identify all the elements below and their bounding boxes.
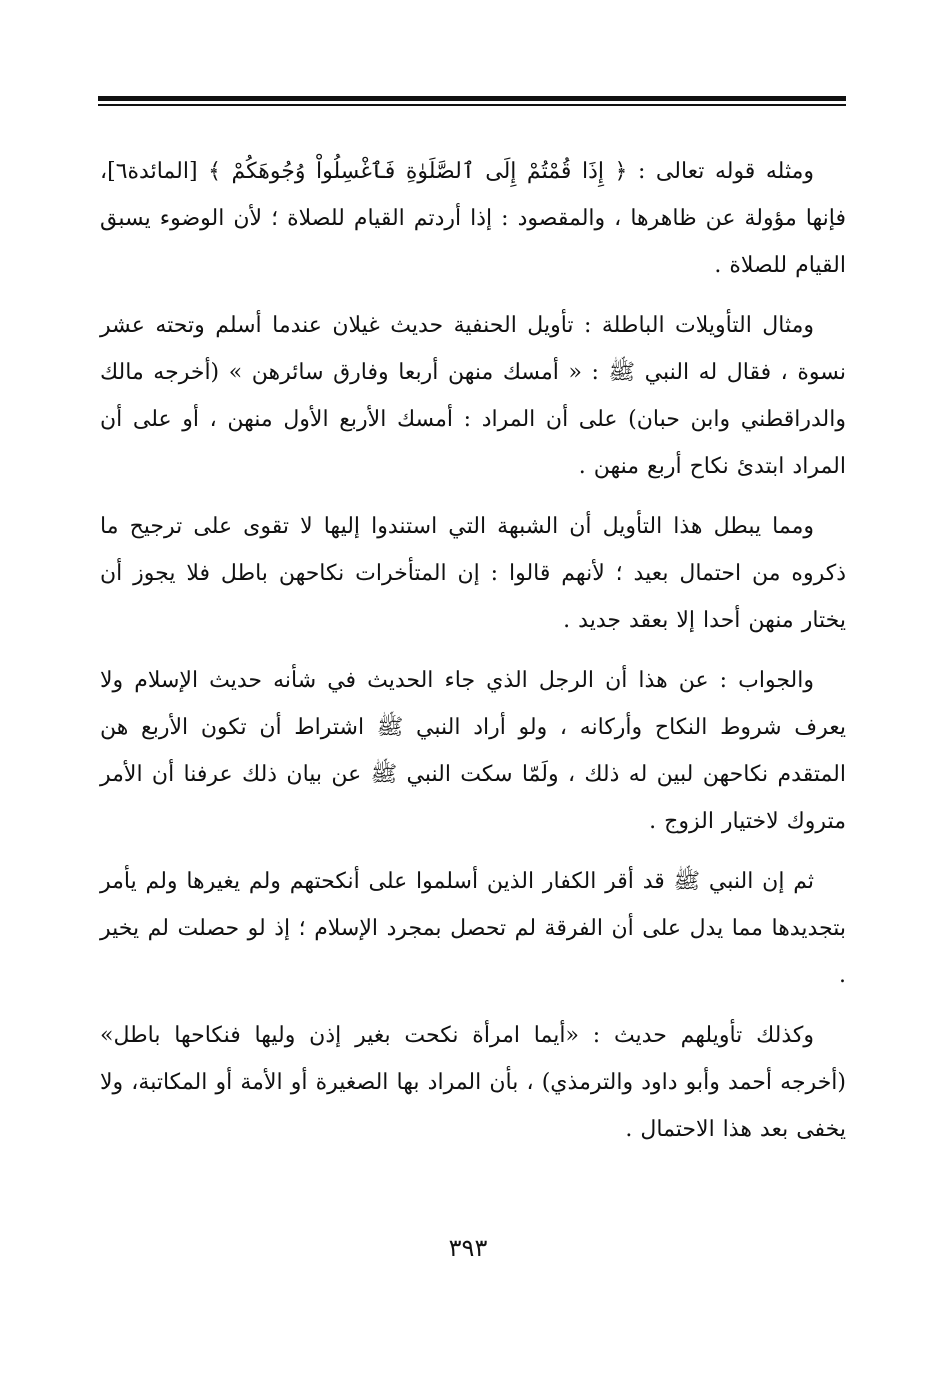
paragraph-quran-example: ومثله قوله تعالى : ﴿ إِذَا قُمْتُمْ إِلَى ٱلصَّلَوٰةِ فَٱغْسِلُواْ وُجُوهَكُمْ ﴾ [المائدة٦]، فإنها مؤولة عن ظاهرها ، والمقصود : إذا أردتم القيام للصلاة ؛ لأن الوضوء يسبق القيام للصلاة . xyxy=(100,159,846,278)
paragraph-answer: والجواب : عن هذا أن الرجل الذي جاء الحديث في شأنه حديث الإسلام ولا يعرف شروط النكاح وأركانه ، ولو أراد النبي ﷺ اشتراط أن تكون الأربع هن المتقدم نكاحهن لبين له ذلك ، ولَمّا سكت النبي ﷺ عن بيان ذلك عرفنا أن الأمر متروك لاختيار الزوج . xyxy=(100,668,846,834)
paragraph-invalid-interpretations: ومثال التأويلات الباطلة : تأويل الحنفية حديث غيلان عندما أسلم وتحته عشر نسوة ، فقال له النبي ﷺ : « أمسك منهن أربعا وفارق سائرهن » (أخرجه مالك والدراقطني وابن حبان) على أن المراد : أمسك الأربع الأول منهن ، أو على أن المراد ابتدئ نكاح أربع منهن . xyxy=(100,313,846,479)
page-body xyxy=(100,148,846,1166)
header-rule-thick xyxy=(98,96,846,101)
paragraph-refutation: ومما يبطل هذا التأويل أن الشبهة التي استندوا إليها لا تقوى على ترجيح ما ذكروه من احتمال بعيد ؛ لأنهم قالوا : إن المتأخرات نكاحهن باطل فلا يجوز أن يختار منهن أحدا إلا بعقد جديد . xyxy=(100,514,846,633)
header-rule-thin xyxy=(98,104,846,106)
paragraph-marriage-hadith: وكذلك تأويلهم حديث : «أيما امرأة نكحت بغير إذن وليها فنكاحها باطل» (أخرجه أحمد وأبو داود والترمذي) ، بأن المراد بها الصغيرة أو الأمة أو المكاتبة، ولا يخفى بعد هذا الاحتمال . xyxy=(100,1023,846,1142)
page-number: ٣٩٣ xyxy=(448,1234,488,1262)
paragraph-prophet-approval: ثم إن النبي ﷺ قد أقر الكفار الذين أسلموا على أنكحتهم ولم يغيرها ولم يأمر بتجديدها مما يدل على أن الفرقة لم تحصل بمجرد الإسلام ؛ إذ لو حصلت لم يخير . xyxy=(100,869,846,988)
